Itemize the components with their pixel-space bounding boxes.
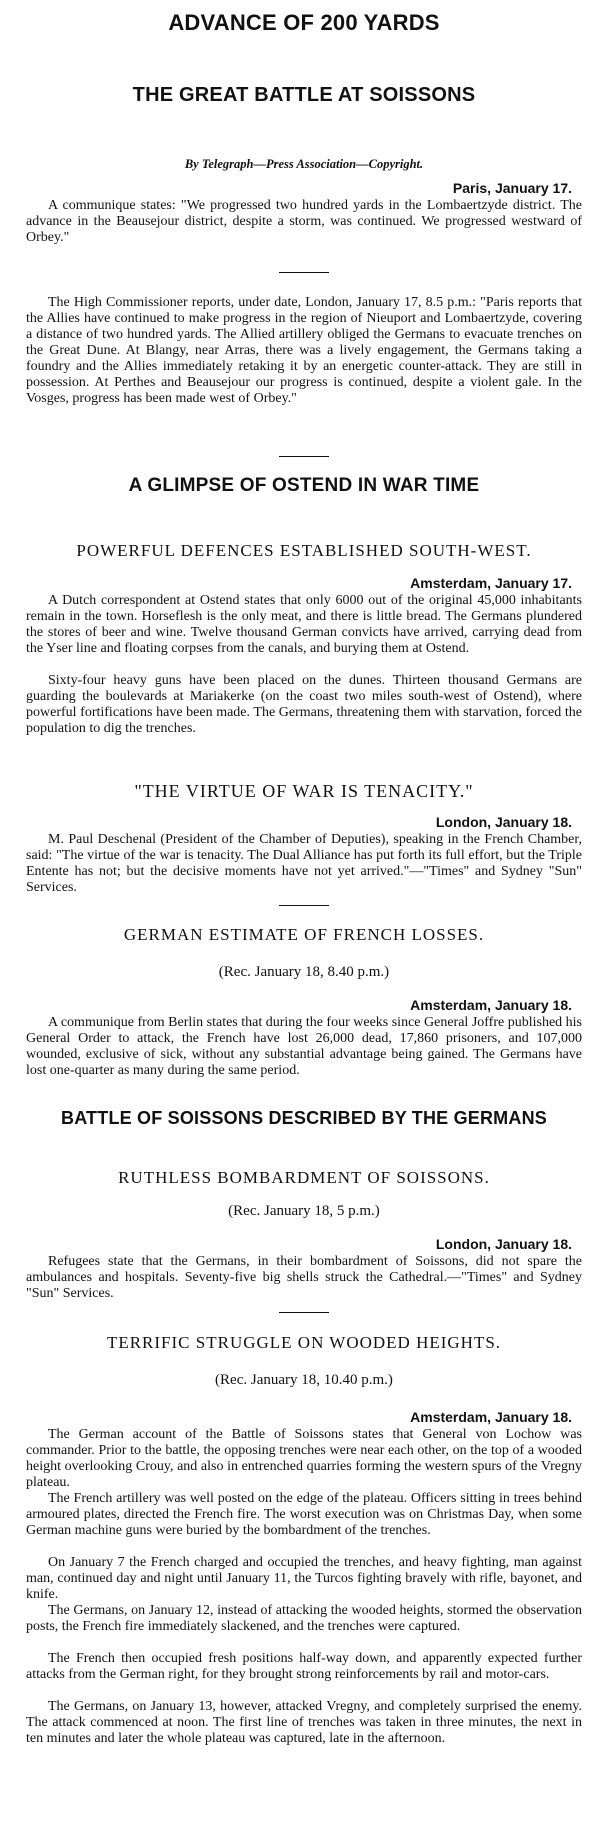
subtitle-block [26, 781, 582, 802]
dateline: Amsterdam, January 18. [410, 997, 572, 1013]
dateline-block [26, 180, 582, 196]
divider-rule [279, 272, 329, 273]
section-ostend [26, 475, 582, 497]
received-time: (Rec. January 18, 5 p.m.) [228, 1203, 380, 1219]
paragraph: The German account of the Battle of Soissons states that General von Lochow was commander. Prior to the battle, the opposing trenches were near each other, on the top of a wooded height overlooking Crouy, and also in entrenched quarries forming the western spurs of the Vregny plateau. [26, 1427, 582, 1490]
paragraph-block [26, 593, 582, 657]
section-title: BATTLE OF SOISSONS DESCRIBED BY THE GERMANS [61, 1108, 547, 1128]
divider [26, 272, 582, 273]
dateline: Amsterdam, January 17. [410, 575, 572, 591]
section-subtitle: RUTHLESS BOMBARDMENT OF SOISSONS. [118, 1168, 490, 1187]
headline: ADVANCE OF 200 YARDS [168, 10, 440, 35]
divider [26, 1312, 582, 1313]
received-time: (Rec. January 18, 10.40 p.m.) [215, 1372, 393, 1388]
paragraph-block [26, 1427, 582, 1491]
paragraph-block [26, 1015, 582, 1079]
dateline-block [26, 1409, 582, 1425]
rec-block [26, 1372, 582, 1389]
subtitle-block [26, 541, 582, 561]
paragraph: The High Commissioner reports, under date, London, January 17, 8.5 p.m.: "Paris reports that the Allies have continued to make progress in the region of Nieuport and Lombaertzyde, covering a distance of two hundred yards. The Allied artillery obliged the Germans to evacuate trenches on the Great Dune. At Blangy, near Arras, there was a lively engagement, the Germans taking a foundry and the Allies immediately retaking it by an energetic counter-attack. They are still in possession. At Perthes and Beausejour our progress is continued, despite a violent gale. In the Vosges, progress has been made west of Orbey." [26, 295, 582, 406]
paragraph: M. Paul Deschenal (President of the Chamber of Deputies), speaking in the French Chamber, said: "The virtue of the war is tenacity. The Dual Alliance has put forth its full effort, but the Triple Entente has not; but the decisive moments have not yet arrived."—"Times" and Sydney "Sun" Services. [26, 832, 582, 895]
section-soissons-germans [26, 1108, 582, 1129]
section-title: THE GREAT BATTLE AT SOISSONS [132, 84, 476, 106]
paragraph: A communique states: "We progressed two hundred yards in the Lombaertzyde district. The advance in the Beausejour district, despite a storm, was continued. We progressed westward of Orbey." [26, 198, 582, 245]
paragraph: A Dutch correspondent at Ostend states that only 6000 out of the original 45,000 inhabitants remain in the town. Horseflesh is the only meat, and there is little bread. The Germans plundered the stores of beer and wine. Twelve thousand German convicts have arrived, carrying dead from the Yser line and floating corpses from the canals, and burying them at Ostend. [26, 593, 582, 656]
subtitle-block [26, 1333, 582, 1353]
paragraph: The French artillery was well posted on the edge of the plateau. Officers sitting in trees behind armoured plates, directed the French fire. The worst execution was on Christmas Day, when some German machine guns were buried by the bombardment of the trenches. [26, 1491, 582, 1538]
paragraph: A communique from Berlin states that during the four weeks since General Joffre published his General Order to attack, the French have lost 26,000 dead, 17,860 prisoners, and 107,000 wounded, exclusive of sick, without any substantial advantage being gained. The Germans have lost one-quarter as many during the same period. [26, 1015, 582, 1078]
section-subtitle: POWERFUL DEFENCES ESTABLISHED SOUTH-WEST. [76, 541, 532, 560]
paragraph: The French then occupied fresh positions half-way down, and apparently expected further attacks from the German right, for they brought strong reinforcements by rail and motor-cars. [26, 1651, 582, 1682]
section-great-battle [26, 84, 582, 107]
subtitle-block [26, 925, 582, 945]
paragraph-block [26, 1491, 582, 1539]
section-subtitle: GERMAN ESTIMATE OF FRENCH LOSSES. [123, 925, 485, 944]
paragraph-block [26, 832, 582, 896]
paragraph: The Germans, on January 13, however, attacked Vregny, and completely surprised the enemy. The attack commenced at noon. The first line of trenches was taken in three minutes, the next in ten minutes and later the whole plateau was captured, late in the afternoon. [26, 1699, 582, 1746]
headline-block [26, 10, 582, 36]
received-time: (Rec. January 18, 8.40 p.m.) [218, 964, 390, 980]
paragraph-block [26, 1555, 582, 1603]
paragraph: The Germans, on January 12, instead of attacking the wooded heights, stormed the observation posts, the French fire immediately slackened, and the trenches were captured. [26, 1603, 582, 1634]
paragraph: Refugees state that the Germans, in their bombardment of Soissons, did not spare the ambulances and hospitals. Seventy-five big shells struck the Cathedral.—"Times" and Sydney "Sun" Services. [26, 1254, 582, 1301]
paragraph-block [26, 198, 582, 246]
dateline: London, January 18. [435, 1236, 572, 1252]
section-subtitle: TERRIFIC STRUGGLE ON WOODED HEIGHTS. [106, 1333, 502, 1352]
divider-rule [279, 456, 329, 457]
section-title: A GLIMPSE OF OSTEND IN WAR TIME [128, 475, 480, 496]
dateline: London, January 18. [435, 814, 572, 830]
paragraph-block [26, 1603, 582, 1635]
dateline-block [26, 1236, 582, 1252]
divider [26, 456, 582, 457]
section-subtitle: "THE VIRTUE OF WAR IS TENACITY." [134, 781, 474, 801]
dateline-block [26, 575, 582, 591]
paragraph: On January 7 the French charged and occupied the trenches, and heavy fighting, man against man, continued day and night until January 11, the Turcos fighting bravely with rifle, bayonet, and knife. [26, 1555, 582, 1602]
dateline-block [26, 814, 582, 830]
divider-rule [279, 1312, 329, 1313]
subtitle-block [26, 1168, 582, 1188]
rec-block [26, 964, 582, 981]
divider [26, 905, 582, 906]
paragraph: Sixty-four heavy guns have been placed on the dunes. Thirteen thousand Germans are guarding the boulevards at Mariakerke (on the coast two miles south-west of Ostend), where powerful fortifications have been made. The Germans, threatening them with starvation, forced the population to dig the trenches. [26, 673, 582, 736]
paragraph-block [26, 1699, 582, 1747]
paragraph-block [26, 1651, 582, 1683]
paragraph-block [26, 1254, 582, 1302]
credit-line: By Telegraph—Press Association—Copyright. [184, 157, 424, 171]
credit-line-block [26, 157, 582, 172]
paragraph-block [26, 295, 582, 407]
dateline: Paris, January 17. [452, 180, 572, 196]
rec-block [26, 1203, 582, 1220]
dateline: Amsterdam, January 18. [410, 1409, 572, 1425]
divider-rule [279, 905, 329, 906]
dateline-block [26, 997, 582, 1013]
paragraph-block [26, 673, 582, 737]
